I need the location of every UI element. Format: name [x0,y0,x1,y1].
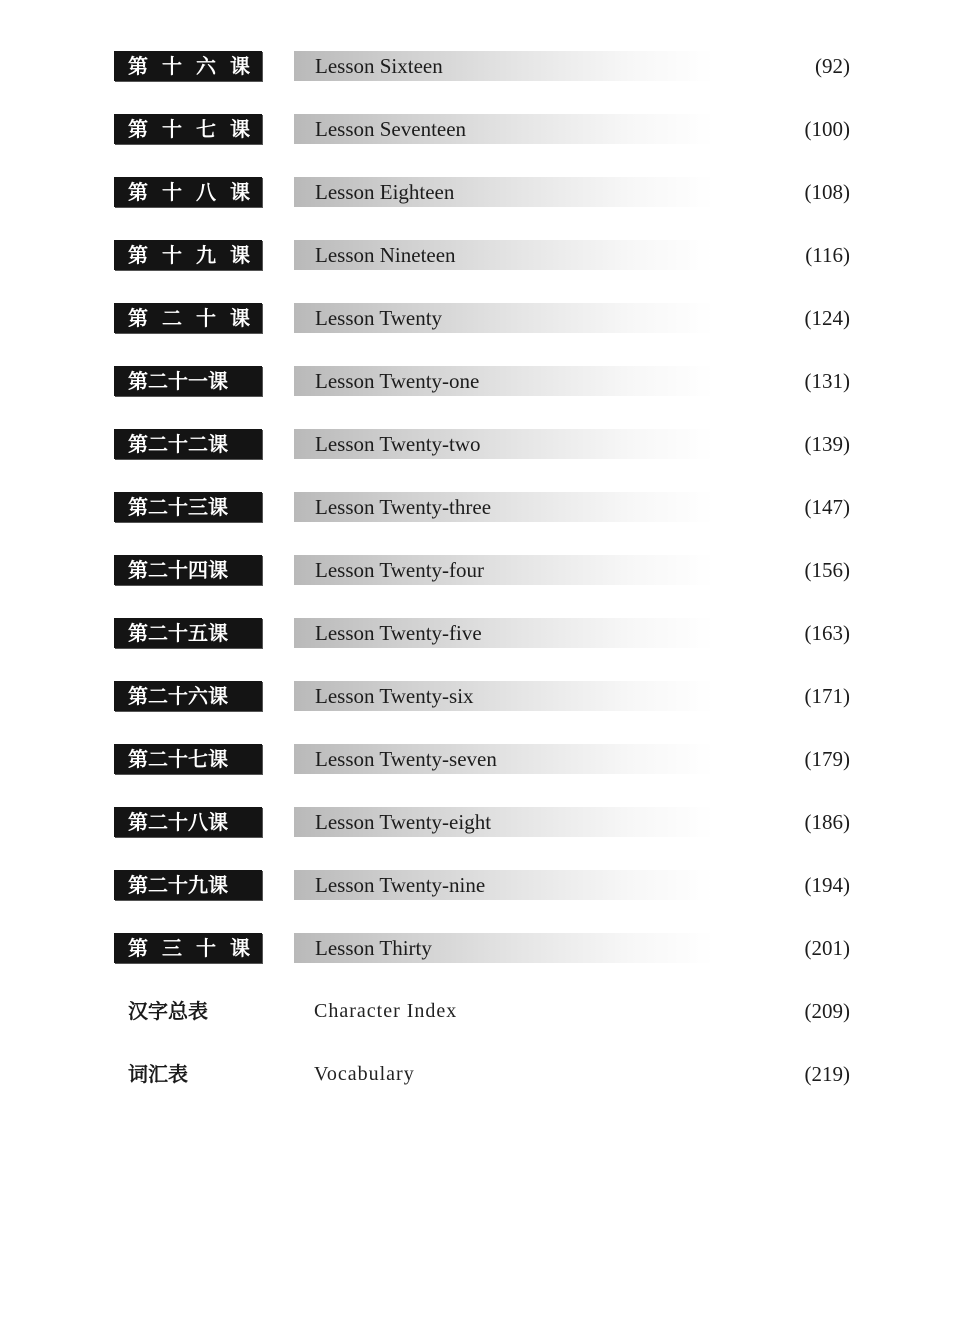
chinese-lesson-label [114,807,262,837]
toc-row-lesson-18[interactable] [0,174,960,237]
cn-text: 第二十七课 [128,747,228,771]
chinese-lesson-label [114,51,262,81]
chinese-lesson-label [114,303,262,333]
page-number: (171) [804,684,850,708]
english-lesson-title: Lesson Twenty-two [294,429,714,459]
page-number: (139) [804,432,850,456]
toc-row-lesson-27[interactable] [0,741,960,804]
cn-char: 课 [230,54,250,78]
english-lesson-title: Lesson Twenty-four [294,555,714,585]
table-of-contents [0,48,960,1119]
cn-char: 十 [162,117,182,141]
cn-char: 十 [196,306,216,330]
cn-char: 十 [162,180,182,204]
chinese-lesson-label [114,492,262,522]
page-number: (219) [804,1062,850,1086]
cn-char: 课 [230,180,250,204]
chinese-lesson-label [114,870,262,900]
toc-row-lesson-22[interactable] [0,426,960,489]
toc-row-lesson-30[interactable] [0,930,960,993]
toc-row-character-index[interactable] [0,993,960,1056]
page-number: (186) [804,810,850,834]
english-lesson-title: Lesson Twenty-six [294,681,714,711]
english-lesson-title: Lesson Twenty [294,303,714,333]
chinese-lesson-label [114,618,262,648]
page-number: (147) [804,495,850,519]
cn-char: 六 [196,54,216,78]
chinese-appendix-label: 汉字总表 [128,999,208,1023]
chinese-lesson-label [114,681,262,711]
chinese-lesson-label [114,555,262,585]
toc-row-lesson-21[interactable] [0,363,960,426]
cn-char: 第 [128,180,148,204]
chinese-lesson-label [114,114,262,144]
chinese-lesson-label [114,366,262,396]
page-number: (201) [804,936,850,960]
cn-text: 第二十五课 [128,621,228,645]
toc-row-lesson-23[interactable] [0,489,960,552]
toc-row-lesson-26[interactable] [0,678,960,741]
toc-row-lesson-24[interactable] [0,552,960,615]
english-lesson-title: Lesson Twenty-one [294,366,714,396]
toc-row-vocabulary[interactable] [0,1056,960,1119]
page-number: (108) [804,180,850,204]
cn-char: 第 [128,117,148,141]
english-appendix-title: Character Index [314,1000,458,1022]
cn-text: 第二十六课 [128,684,228,708]
page-number: (131) [804,369,850,393]
toc-row-lesson-20[interactable] [0,300,960,363]
cn-char: 课 [230,306,250,330]
chinese-lesson-label [114,933,262,963]
cn-char: 第 [128,243,148,267]
english-lesson-title: Lesson Twenty-seven [294,744,714,774]
page-number: (156) [804,558,850,582]
cn-text: 第二十八课 [128,810,228,834]
english-lesson-title: Lesson Twenty-eight [294,807,714,837]
english-lesson-title: Lesson Seventeen [294,114,714,144]
cn-text: 第二十九课 [128,873,228,897]
cn-text: 第二十一课 [128,369,228,393]
cn-text: 第二十三课 [128,495,228,519]
toc-row-lesson-17[interactable] [0,111,960,174]
english-lesson-title: Lesson Sixteen [294,51,714,81]
cn-char: 课 [230,243,250,267]
chinese-lesson-label [114,429,262,459]
cn-char: 二 [162,306,182,330]
page-number: (194) [804,873,850,897]
toc-row-lesson-16[interactable] [0,48,960,111]
cn-char: 十 [196,936,216,960]
english-lesson-title: Lesson Thirty [294,933,714,963]
cn-char: 第 [128,936,148,960]
cn-char: 三 [162,936,182,960]
toc-row-lesson-25[interactable] [0,615,960,678]
english-lesson-title: Lesson Eighteen [294,177,714,207]
cn-text: 第二十二课 [128,432,228,456]
toc-row-lesson-28[interactable] [0,804,960,867]
english-appendix-title: Vocabulary [314,1063,415,1085]
cn-char: 第 [128,54,148,78]
page-number: (100) [804,117,850,141]
cn-char: 七 [196,117,216,141]
cn-text: 第二十四课 [128,558,228,582]
english-lesson-title: Lesson Twenty-nine [294,870,714,900]
cn-char: 八 [196,180,216,204]
chinese-appendix-label: 词汇表 [128,1062,188,1086]
cn-char: 课 [230,936,250,960]
chinese-lesson-label [114,177,262,207]
page-number: (116) [805,243,850,267]
english-lesson-title: Lesson Nineteen [294,240,714,270]
chinese-lesson-label [114,744,262,774]
cn-char: 十 [162,54,182,78]
cn-char: 十 [162,243,182,267]
page-number: (163) [804,621,850,645]
english-lesson-title: Lesson Twenty-three [294,492,714,522]
page-number: (92) [815,54,850,78]
english-lesson-title: Lesson Twenty-five [294,618,714,648]
cn-char: 第 [128,306,148,330]
chinese-lesson-label [114,240,262,270]
page-number: (209) [804,999,850,1023]
cn-char: 九 [196,243,216,267]
page-number: (124) [804,306,850,330]
cn-char: 课 [230,117,250,141]
page-number: (179) [804,747,850,771]
toc-row-lesson-19[interactable] [0,237,960,300]
toc-row-lesson-29[interactable] [0,867,960,930]
